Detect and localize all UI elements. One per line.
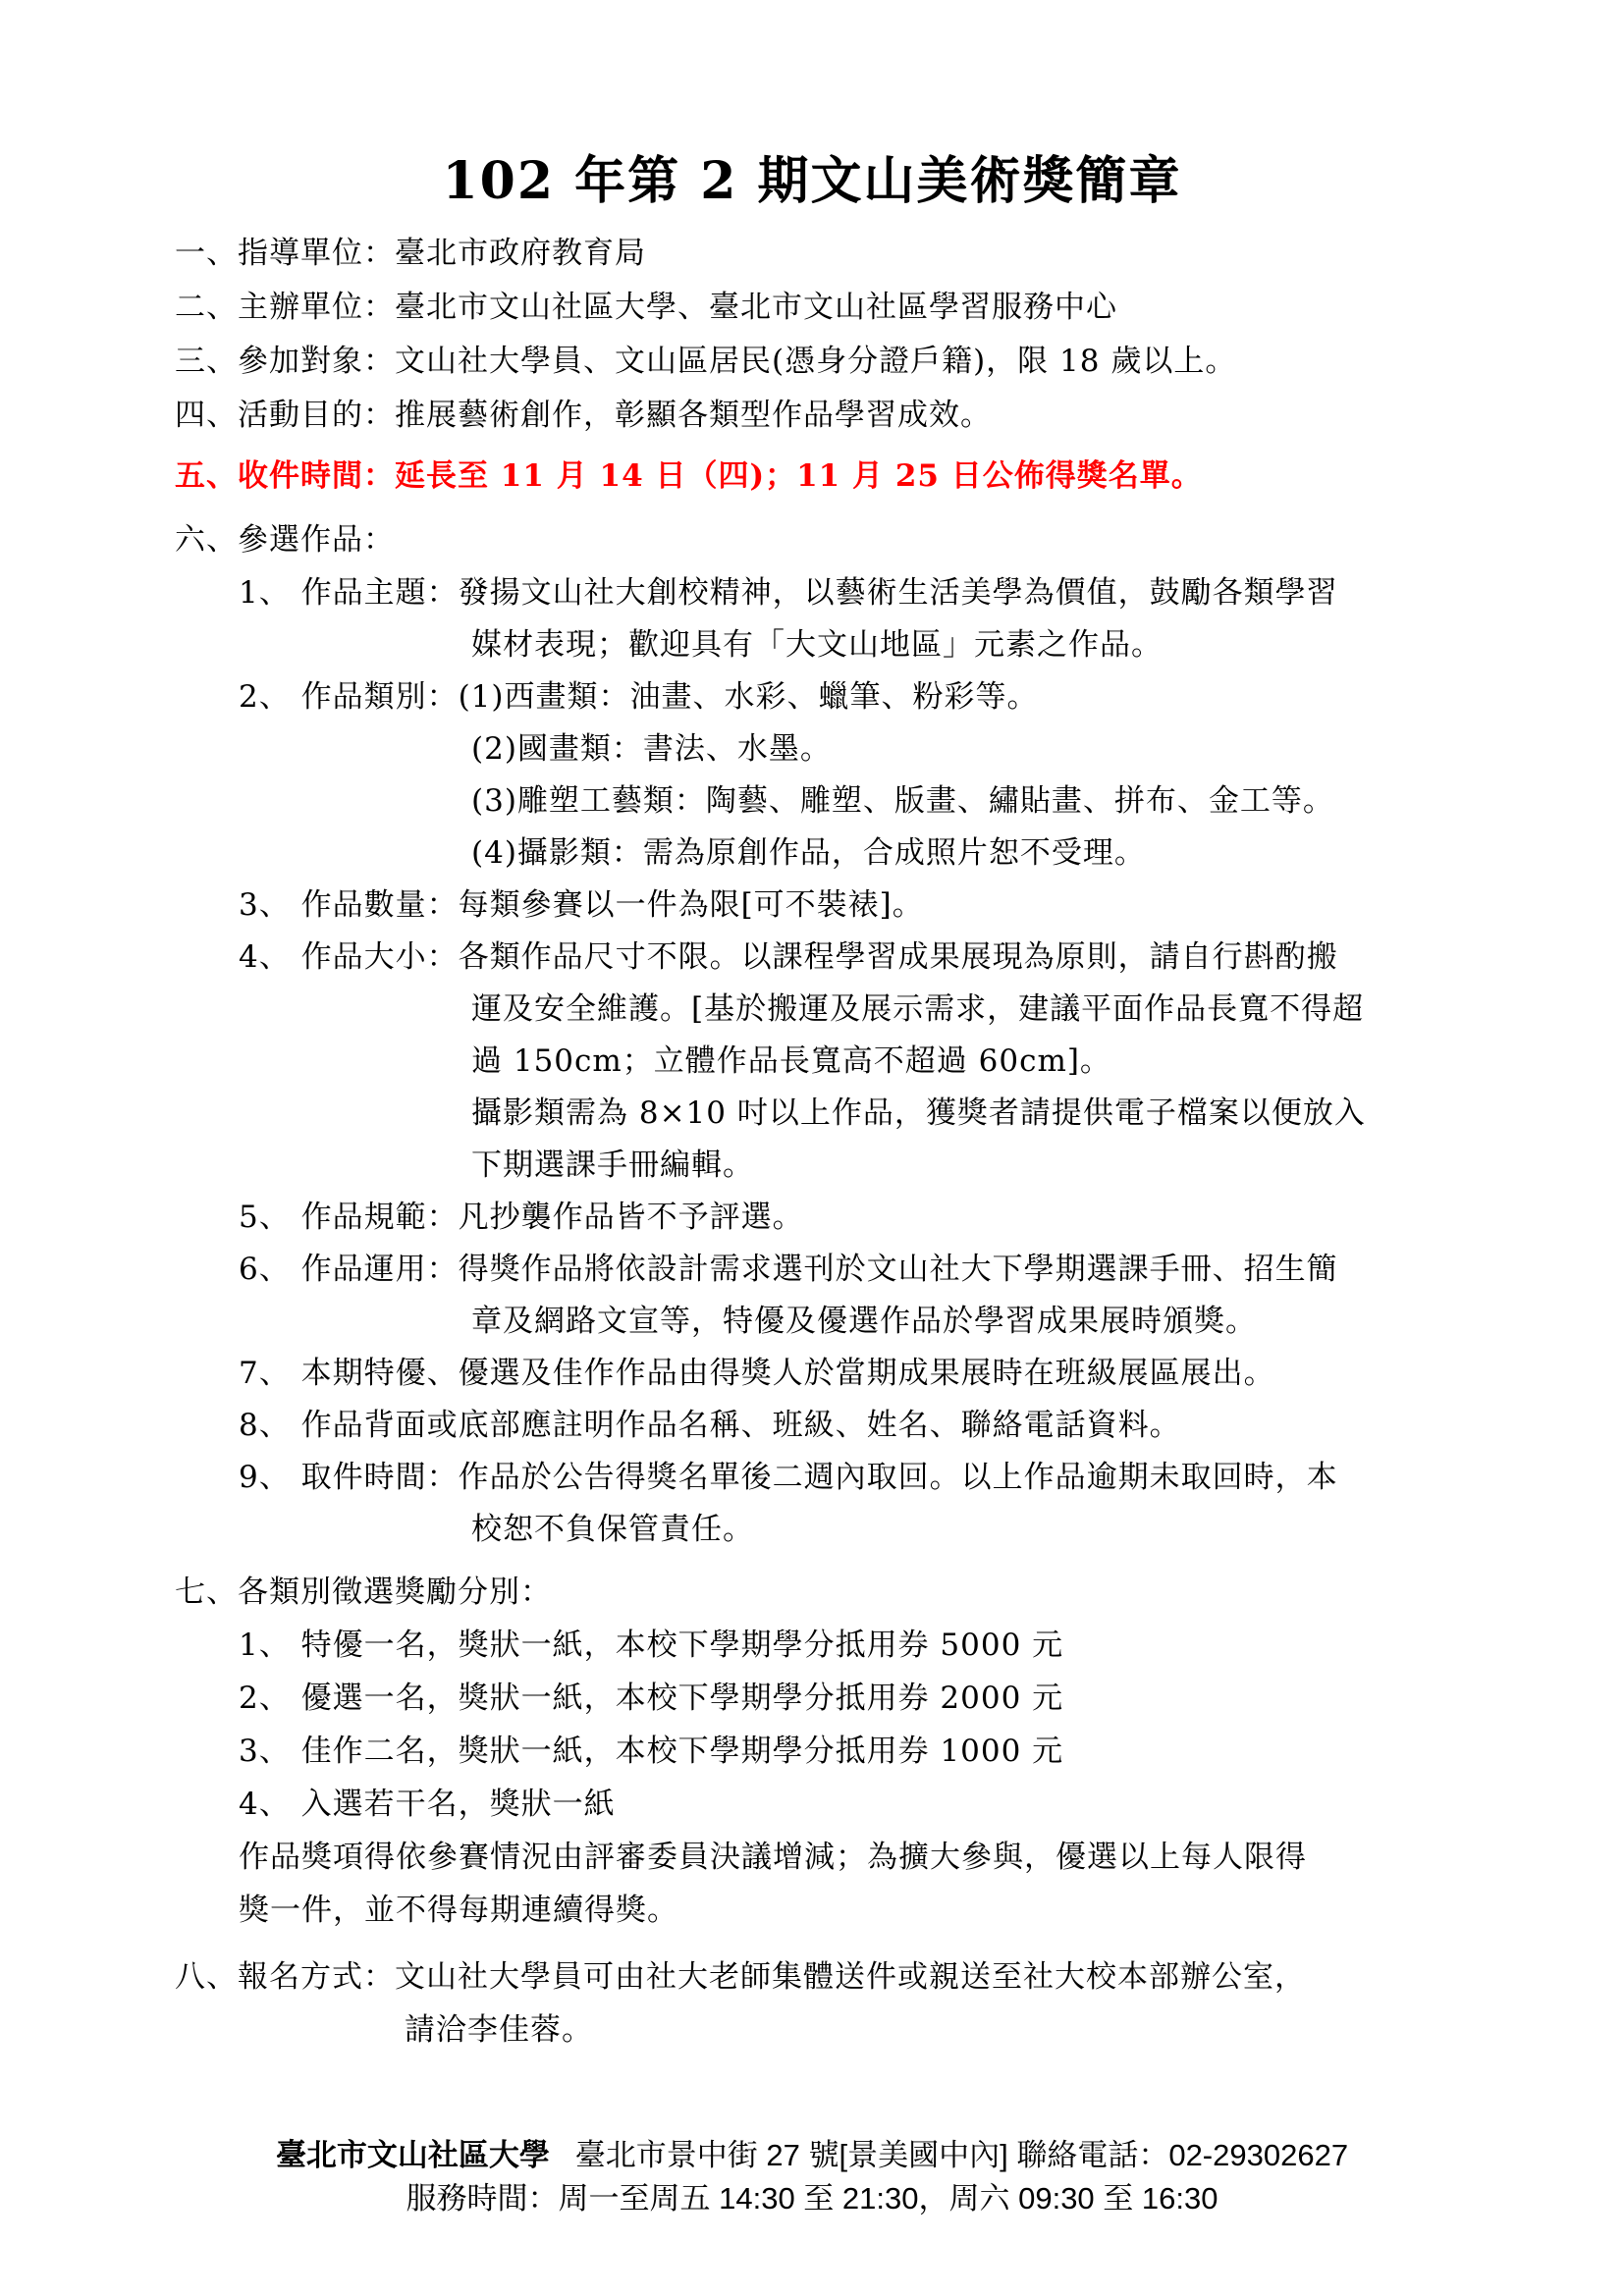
- list-item-6-4: 4、 作品大小：各類作品尺寸不限。以課程學習成果展現為原則，請自行斟酌搬: [239, 939, 1338, 975]
- section-7: 七、各類別徵選獎勵分別：: [175, 1575, 552, 1610]
- section-8: 八、報名方式：文山社大學員可由社大老師集體送件或親送至社大校本部辦公室，: [175, 1959, 1306, 1995]
- award-item-3: 3、 佳作二名，獎狀一紙，本校下學期學分抵用券 1000 元: [239, 1734, 1064, 1769]
- page-title: 102 年第 2 期文山美術獎簡章: [442, 151, 1182, 211]
- list-item-6-9: 9、 取件時間：作品於公告得獎名單後二週內取回。以上作品逾期未取回時，本: [239, 1460, 1338, 1495]
- award-item-4: 4、 入選若干名，獎狀一紙: [239, 1787, 616, 1822]
- list-item-6-2-cont-3: (4)攝影類：需為原創作品，合成照片恕不受理。: [471, 835, 1146, 871]
- list-item-6-5: 5、 作品規範：凡抄襲作品皆不予評選。: [239, 1200, 804, 1235]
- footer-address-phone: 臺北市景中街 27 號[景美國中內] 聯絡電話：02-29302627: [574, 2138, 1349, 2172]
- list-item-6-7: 7、 本期特優、優選及佳作作品由得獎人於當期成果展時在班級展區展出。: [239, 1356, 1275, 1391]
- list-item-6-4-cont-1: 運及安全維護。[基於搬運及展示需求，建議平面作品長寬不得超: [471, 991, 1365, 1027]
- list-item-6-8: 8、 作品背面或底部應註明作品名稱、班級、姓名、聯絡電話資料。: [239, 1408, 1181, 1443]
- section-5-deadline: 五、收件時間：延長至 11 月 14 日（四)；11 月 25 日公佈得獎名單。: [175, 458, 1203, 494]
- list-item-6-6: 6、 作品運用：得獎作品將依設計需求選刊於文山社大下學期選課手冊、招生簡: [239, 1252, 1338, 1287]
- award-note: 作品獎項得依參賽情況由評審委員決議增減；為擴大參與，優選以上每人限得: [239, 1840, 1307, 1875]
- list-item-6-3: 3、 作品數量：每類參賽以一件為限[可不裝裱]。: [239, 887, 924, 923]
- list-item-6-2-cont-2: (3)雕塑工藝類：陶藝、雕塑、版畫、繡貼畫、拼布、金工等。: [471, 783, 1334, 819]
- list-item-6-1: 1、 作品主題：發揚文山社大創校精神，以藝術生活美學為價值，鼓勵各類學習: [239, 575, 1338, 611]
- section-6: 六、參選作品：: [175, 522, 395, 558]
- section-8-cont: 請洽李佳蓉。: [405, 2012, 593, 2048]
- award-note-cont: 獎一件，並不得每期連續得獎。: [239, 1893, 678, 1928]
- list-item-6-4-cont-2: 過 150cm；立體作品長寬高不超過 60cm]。: [471, 1043, 1111, 1079]
- award-item-2: 2、 優選一名，獎狀一紙，本校下學期學分抵用券 2000 元: [239, 1681, 1064, 1716]
- footer-hours: 服務時間：周一至周五 14:30 至 21:30，周六 09:30 至 16:30: [406, 2181, 1218, 2216]
- footer-organization: 臺北市文山社區大學: [275, 2138, 550, 2172]
- section-3: 三、參加對象：文山社大學員、文山區居民(憑身分證戶籍)，限 18 歲以上。: [175, 344, 1237, 379]
- section-2: 二、主辦單位：臺北市文山社區大學、臺北市文山社區學習服務中心: [175, 290, 1117, 325]
- list-item-6-6-cont: 章及網路文宣等，特優及優選作品於學習成果展時頒獎。: [471, 1304, 1257, 1339]
- list-item-6-9-cont: 校恕不負保管責任。: [471, 1512, 754, 1547]
- section-1: 一、指導單位：臺北市政府教育局: [175, 236, 646, 271]
- list-item-6-1-cont: 媒材表現；歡迎具有「大文山地區」元素之作品。: [471, 627, 1163, 663]
- section-4: 四、活動目的：推展藝術創作，彰顯各類型作品學習成效。: [175, 398, 992, 433]
- award-item-1: 1、 特優一名，獎狀一紙，本校下學期學分抵用券 5000 元: [239, 1628, 1064, 1663]
- list-item-6-4-cont-3: 攝影類需為 8×10 吋以上作品，獲獎者請提供電子檔案以便放入: [471, 1095, 1366, 1131]
- list-item-6-4-cont-4: 下期選課手冊編輯。: [471, 1148, 754, 1183]
- list-item-6-2: 2、 作品類別：(1)西畫類：油畫、水彩、蠟筆、粉彩等。: [239, 679, 1039, 715]
- list-item-6-2-cont-1: (2)國畫類：書法、水墨。: [471, 731, 832, 767]
- footer-contact: [0, 2130, 1624, 2174]
